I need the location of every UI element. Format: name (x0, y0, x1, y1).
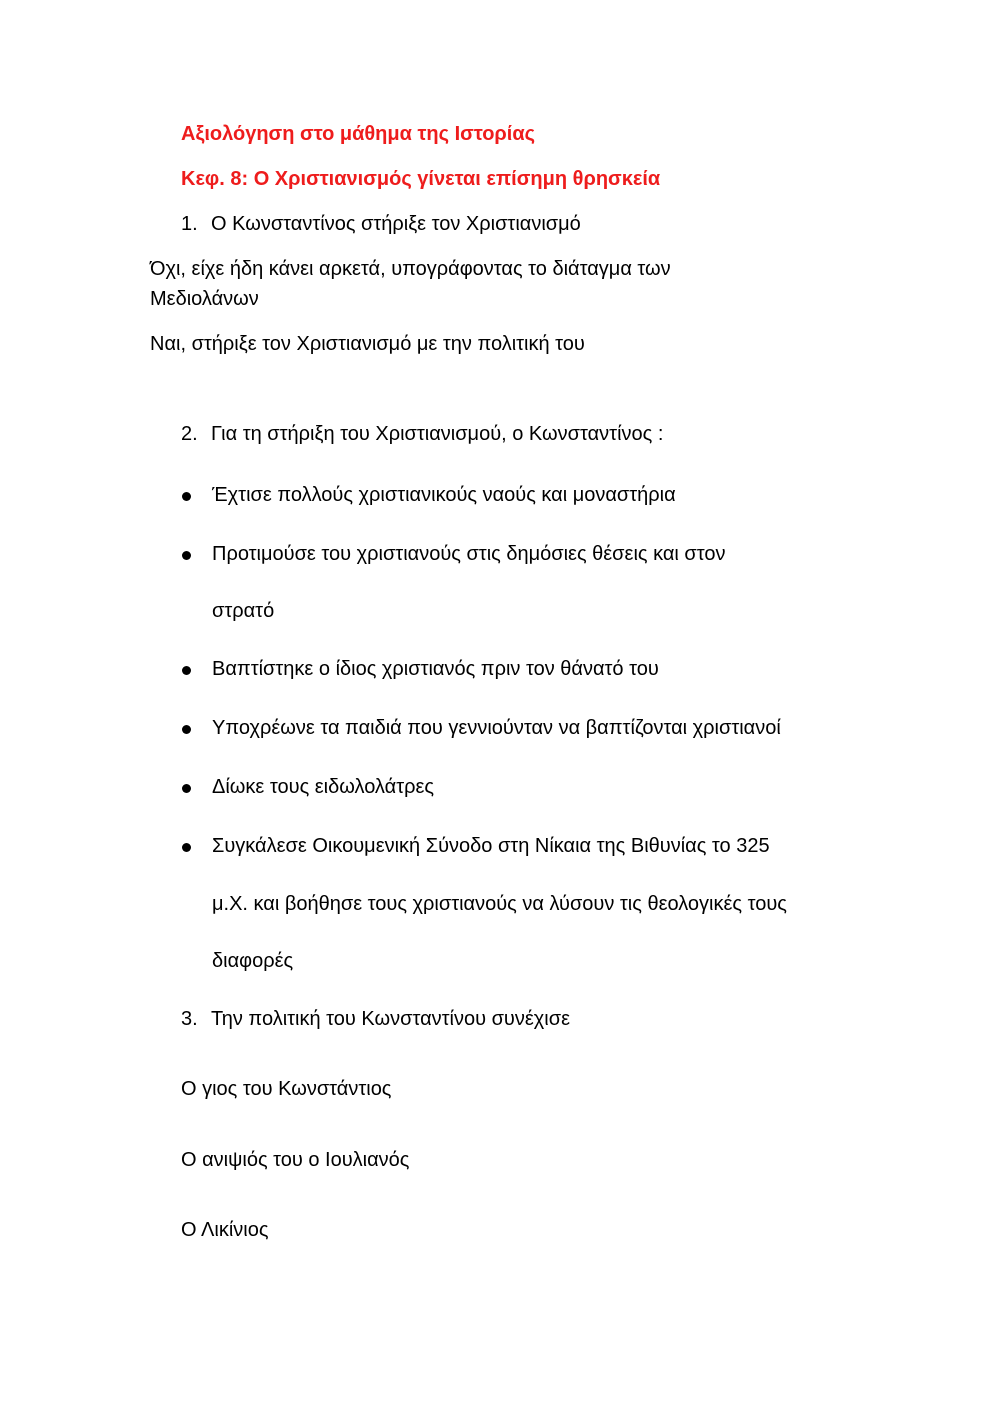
q3-option-3[interactable]: Ο Λικίνιος (181, 1219, 269, 1241)
q2-bullet-3[interactable]: Βαπτίστηκε ο ίδιος χριστιανός πριν τον θάνατό του (212, 658, 659, 680)
bullet-icon (182, 551, 191, 560)
question-3-number: 3. (181, 1008, 198, 1030)
question-1-text: Ο Κωνσταντίνος στήριξε τον Χριστιανισμό (211, 213, 581, 235)
q2-bullet-2-line1[interactable]: Προτιμούσε του χριστιανούς στις δημόσιες θέσεις και στον (212, 543, 726, 565)
q2-bullet-5[interactable]: Δίωκε τους ειδωλολάτρες (212, 776, 435, 798)
question-3 (181, 1008, 570, 1031)
q2-bullet-4[interactable]: Υποχρέωνε τα παιδιά που γεννιούνταν να βαπτίζονται χριστιανοί (212, 717, 781, 739)
q2-bullet-6-line2[interactable]: μ.Χ. και βοήθησε τους χριστιανούς να λύσουν τις θεολογικές τους (212, 893, 787, 915)
q2-bullet-6-line3[interactable]: διαφορές (212, 950, 294, 972)
q2-bullet-2-line2[interactable]: στρατό (212, 600, 275, 622)
q3-option-1[interactable]: Ο γιος του Κωνστάντιος (181, 1078, 392, 1100)
page-subtitle: Κεφ. 8: Ο Χριστιανισμός γίνεται επίσημη θρησκεία (181, 168, 661, 190)
q3-option-2[interactable]: Ο ανιψιός του ο Ιουλιανός (181, 1149, 410, 1171)
question-3-text: Την πολιτική του Κωνσταντίνου συνέχισε (211, 1008, 570, 1030)
q2-bullet-6-line1[interactable]: Συγκάλεσε Οικουμενική Σύνοδο στη Νίκαια της Βιθυνίας το 325 (212, 835, 770, 857)
q1-option-no-line1[interactable]: Όχι, είχε ήδη κάνει αρκετά, υπογράφοντας το διάταγμα των (150, 258, 671, 280)
q2-bullet-1[interactable]: Έχτισε πολλούς χριστιανικούς ναούς και μοναστήρια (212, 484, 676, 506)
q1-option-yes[interactable]: Ναι, στήριξε τον Χριστιανισμό με την πολιτική του (150, 333, 585, 355)
q1-option-no-line2[interactable]: Μεδιολάνων (150, 288, 259, 310)
bullet-icon (182, 492, 191, 501)
bullet-icon (182, 784, 191, 793)
bullet-icon (182, 666, 191, 675)
bullet-icon (182, 843, 191, 852)
question-1 (181, 213, 581, 236)
bullet-icon (182, 725, 191, 734)
question-1-number: 1. (181, 213, 198, 235)
question-2-number: 2. (181, 423, 198, 445)
question-2 (181, 423, 663, 446)
page-title: Αξιολόγηση στο μάθημα της Ιστορίας (181, 123, 536, 145)
question-2-text: Για τη στήριξη του Χριστιανισμού, ο Κωνσταντίνος : (211, 423, 664, 445)
